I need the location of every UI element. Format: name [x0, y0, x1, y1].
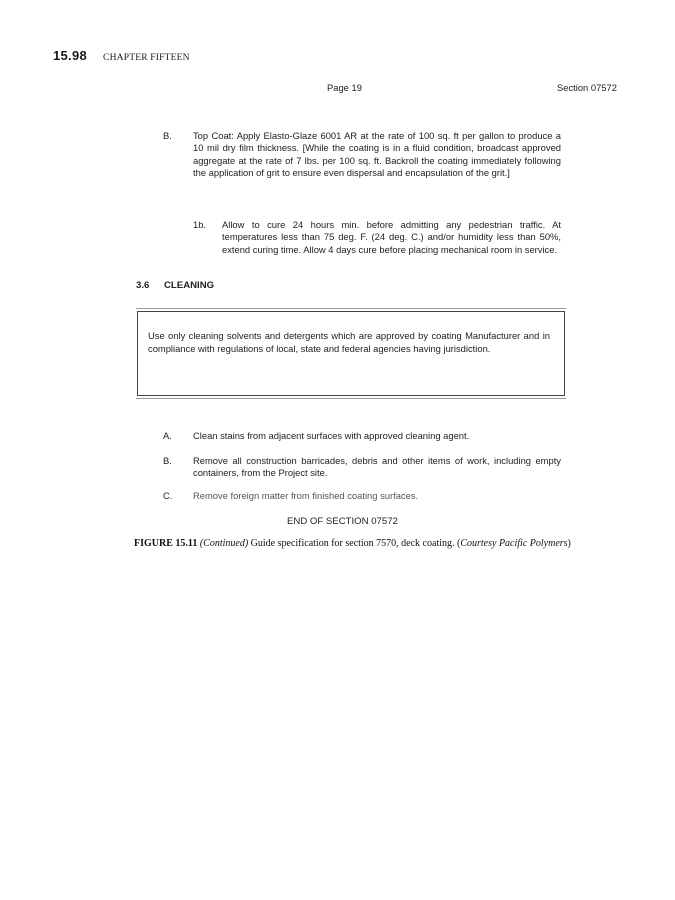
item-text: Remove foreign matter from finished coating surfaces. — [193, 490, 419, 501]
item-marker: B. — [163, 130, 172, 141]
spec-page-number: Page 19 — [327, 82, 362, 93]
end-of-section: END OF SECTION 07572 — [287, 516, 398, 527]
item-text: Top Coat: Apply Elasto-Glaze 6001 AR at the rate of 100 sq. ft per gallon to produce a 10 mil dry film thickness. [While the coating is in a fluid condition, broadcast approved aggregate at the rate of 7 lbs. per 100 sq. ft. Backroll the coating immediately following the application of grit to ensure even dispersal and encapsulation of the grit.] — [193, 130, 561, 179]
note-box — [137, 311, 565, 396]
item-text: Remove all construction barricades, debris and other items of work, including empty containers, from the Project site. — [193, 455, 561, 479]
section-heading — [136, 280, 214, 291]
section-title: CLEANING — [164, 280, 215, 291]
caption-text: Guide specification for section 7570, deck coating. — [250, 538, 455, 549]
item-marker: C. — [163, 490, 173, 501]
caption-courtesy: Courtesy Pacific Polymers — [460, 538, 568, 549]
item-text: Clean stains from adjacent surfaces with approved cleaning agent. — [193, 430, 470, 441]
chapter-title: CHAPTER FIFTEEN — [103, 53, 190, 63]
item-marker: A. — [163, 430, 172, 441]
running-head — [53, 47, 190, 65]
spec-section-number: Section 07572 — [557, 82, 617, 93]
book-page-number: 15.98 — [53, 48, 88, 63]
note-text: Use only cleaning solvents and detergents which are approved by coating Manufacturer and in compliance with regulations of local, state and federal agencies having jurisdiction. — [148, 330, 550, 354]
item-marker: B. — [163, 455, 172, 466]
section-number: 3.6 — [136, 280, 150, 291]
item-marker: 1b. — [193, 219, 207, 230]
caption-continued: (Continued) — [199, 538, 249, 549]
figure-caption: FIGURE 15.11 (Continued) Guide specification for section 7570, deck coating. (Courtesy Pacific Polymers) — [134, 538, 571, 549]
figure-label: FIGURE 15.11 — [134, 538, 198, 549]
item-text: Allow to cure 24 hours min. before admitting any pedestrian traffic. At temperatures less than 75 deg. F. (24 deg. C.) and/or humidity less than 50%, extend curing time. Allow 4 days cure before placing mechanical room in service. — [222, 219, 561, 255]
